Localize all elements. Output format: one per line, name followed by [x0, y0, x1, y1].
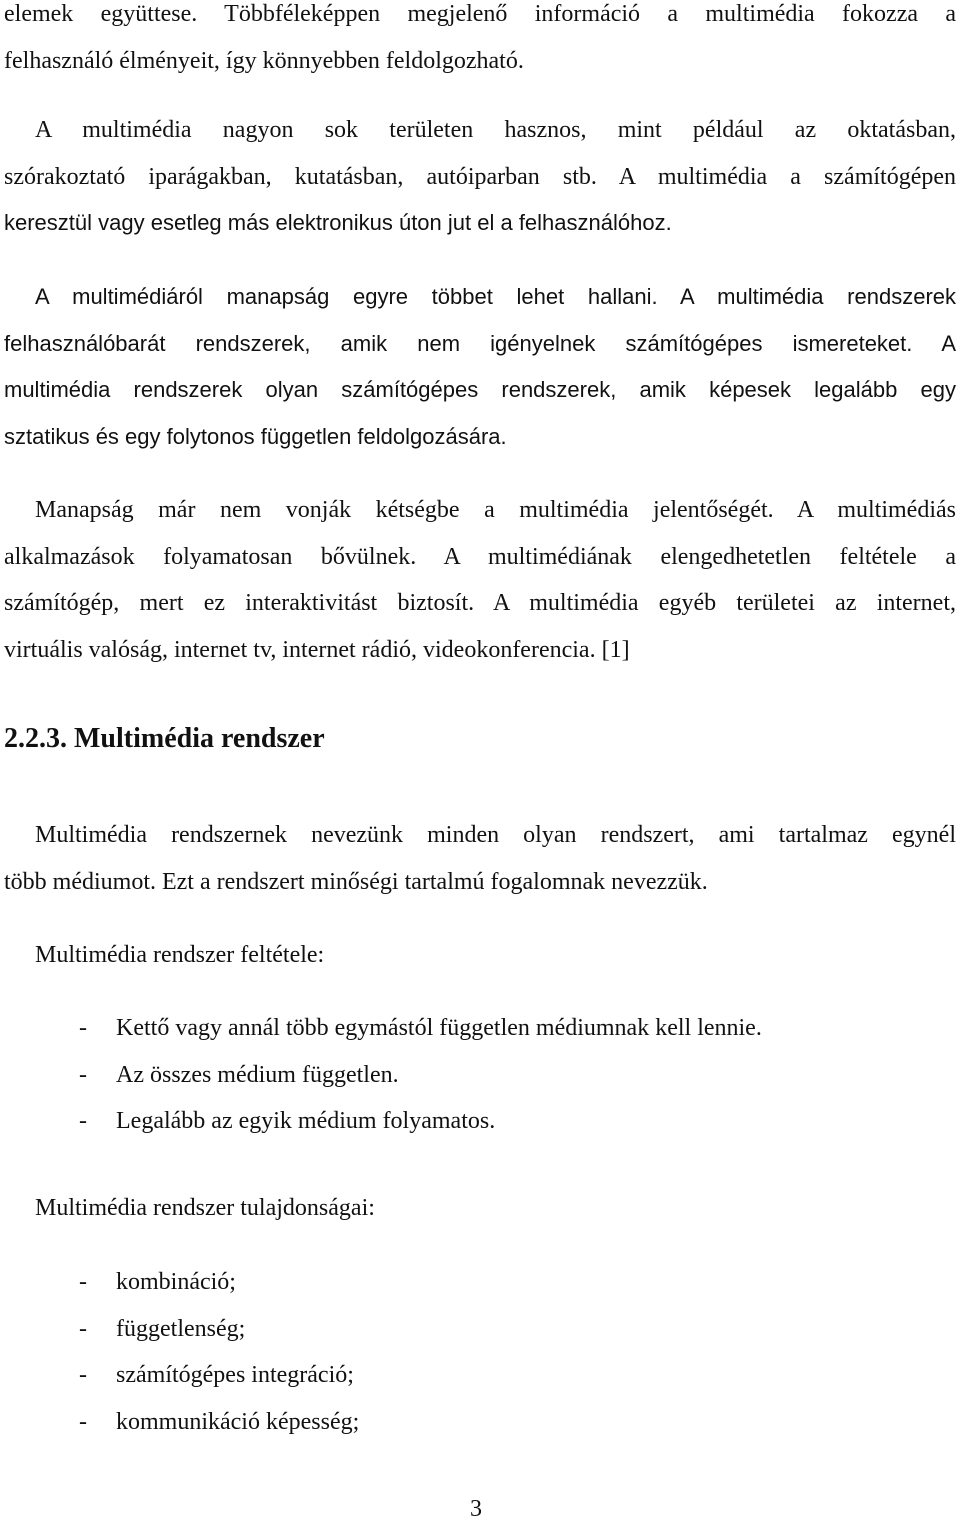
list-item	[79, 1399, 359, 1446]
text-line: Multimédia rendszernek nevezünk minden olyan rendszert, ami tartalmaz egynél	[35, 822, 956, 848]
conditions-list	[0, 1005, 762, 1145]
dash-bullet: -	[79, 1015, 87, 1041]
text-line: A multimédiáról manapság egyre többet lehet hallani. A multimédia rendszerek	[35, 284, 956, 309]
list-item	[79, 1259, 359, 1306]
dash-bullet: -	[79, 1269, 87, 1295]
list-item-text: számítógépes integráció;	[116, 1362, 354, 1388]
dash-bullet: -	[79, 1315, 87, 1342]
text-line: több médiumot. Ezt a rendszert minőségi tartalmú fogalomnak nevezzük.	[4, 868, 708, 895]
text-line: számítógép, mert ez interaktivitást biztosít. A multimédia egyéb területei az internet,	[4, 590, 956, 616]
list-item-text: Kettő vagy annál több egymástól független médiumnak kell lennie.	[116, 1015, 762, 1041]
text-line: felhasználóbarát rendszerek, amik nem igényelnek számítógépes ismereteket. A	[4, 330, 956, 356]
list-item-text: kommunikáció képesség;	[116, 1408, 360, 1435]
paragraph-definition	[4, 812, 956, 905]
text-line	[4, 154, 956, 201]
text-line: sztatikus és egy folytonos független feldolgozására.	[4, 423, 507, 449]
text-line: Manapság már nem vonják kétségbe a multimédia jelentőségét. A multimédiás	[35, 497, 956, 523]
list-item-text: Legalább az egyik médium folyamatos.	[116, 1108, 496, 1134]
dash-bullet: -	[79, 1108, 87, 1134]
text-line: felhasználó élményeit, így könnyebben feldolgozható.	[4, 47, 524, 74]
text-line: A multimédia nagyon sok területen hasznos, mint például az oktatásban,	[35, 117, 956, 143]
properties-list	[0, 1259, 359, 1445]
conditions-label: Multimédia rendszer feltétele:	[35, 942, 325, 968]
text-line: keresztül vagy esetleg más elektronikus úton jut el a felhasználóhoz.	[4, 210, 672, 235]
text-line-part: szórakoztató iparágakban, kutatásban, autóiparban stb. A multimédia a számítógépen	[4, 163, 956, 190]
text-line: virtuális valóság, internet tv, internet rádió, videokonferencia. [1]	[4, 636, 630, 663]
paragraph-application-areas	[4, 107, 956, 247]
text-line: elemek együttese. Többféleképpen megjelenő információ a multimédia fokozza a	[4, 1, 956, 27]
list-item	[79, 1098, 762, 1145]
list-item-text: kombináció;	[116, 1269, 236, 1295]
page-number: 3	[470, 1496, 482, 1522]
dash-bullet: -	[79, 1061, 87, 1088]
paragraph-multimedia-systems-intro	[4, 274, 956, 460]
dash-bullet: -	[79, 1408, 87, 1435]
list-item-text: függetlenség;	[116, 1315, 246, 1342]
dash-bullet: -	[79, 1362, 87, 1388]
list-item	[79, 1052, 762, 1099]
section-heading: 2.2.3. Multimédia rendszer	[4, 723, 325, 754]
list-item	[79, 1005, 762, 1052]
text-line: alkalmazások folyamatosan bővülnek. A multimédiának elengedhetetlen feltétele a	[4, 543, 956, 570]
text-line: multimédia rendszerek olyan számítógépes rendszerek, amik képesek legalább egy	[4, 377, 956, 402]
list-item-text: Az összes médium független.	[116, 1061, 399, 1088]
paragraph-significance	[4, 487, 956, 673]
list-item	[79, 1352, 359, 1399]
properties-label: Multimédia rendszer tulajdonságai:	[35, 1195, 375, 1221]
list-item	[79, 1306, 359, 1353]
paragraph-intro-continuation	[4, 0, 956, 84]
